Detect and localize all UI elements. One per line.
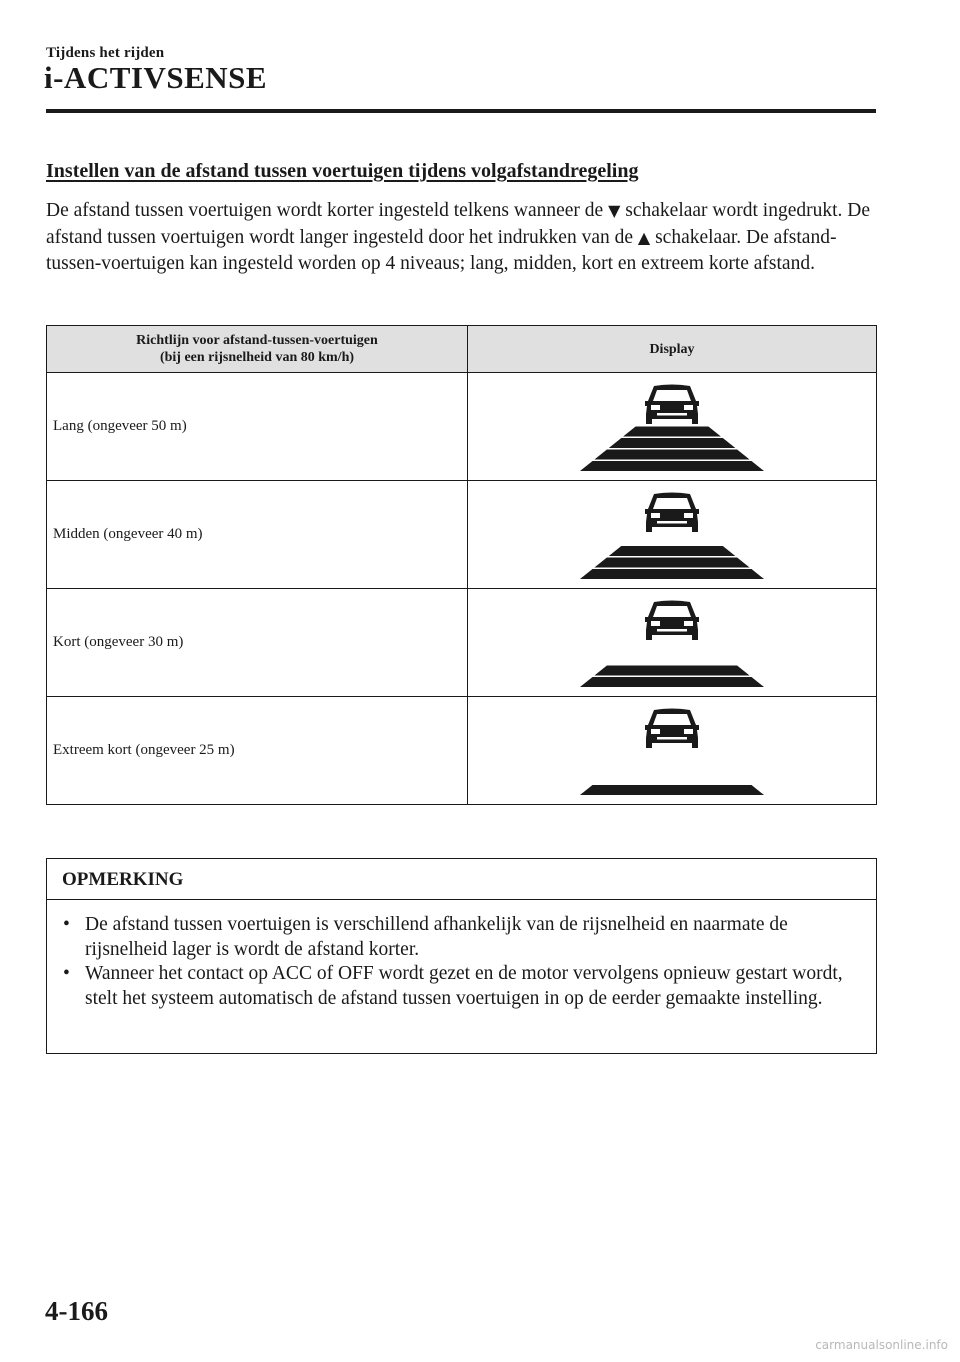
distance-bar [594, 449, 749, 459]
car-icon [645, 384, 699, 424]
distance-bar [580, 461, 764, 471]
car-icon [645, 600, 699, 640]
section-heading: Instellen van de afstand tussen voertuigen tijdens volgafstandregeling [46, 160, 639, 182]
car-icon [645, 492, 699, 532]
down-triangle-icon: ▼ [608, 201, 621, 220]
page-number: 4-166 [45, 1296, 108, 1326]
distance-display-icon [572, 595, 772, 691]
note-list [47, 900, 876, 1011]
up-triangle-icon: ▲ [637, 227, 651, 247]
row-label: Lang (ongeveer 50 m) [47, 373, 468, 481]
watermark: carmanualsonline.info [815, 1338, 948, 1352]
note-item-text: De afstand tussen voertuigen is verschillend afhankelijk van de rijsnelheid en naarmate de rijsnelheid lager is wordt de afstand korter. [85, 914, 788, 960]
distance-table [46, 325, 877, 805]
row-label: Kort (ongeveer 30 m) [47, 589, 468, 697]
note-box [46, 858, 877, 1054]
column-header-guideline-line1: Richtlijn voor afstand-tussen-voertuigen [136, 333, 378, 348]
table-row [47, 481, 877, 589]
distance-bar [580, 677, 764, 687]
chapter-title: i-ACTIVSENSE [44, 60, 268, 95]
intro-text-1: De afstand tussen voertuigen wordt korter ingesteld telkens wanneer de [46, 200, 609, 221]
car-icon [645, 708, 699, 748]
distance-display-icon [572, 487, 772, 583]
row-label: Midden (ongeveer 40 m) [47, 481, 468, 589]
table-header-row [47, 326, 877, 373]
distance-display-icon [572, 703, 772, 799]
distance-bar [609, 438, 736, 448]
table-row [47, 373, 877, 481]
distance-bar [609, 546, 736, 556]
table-row [47, 589, 877, 697]
column-header-guideline [47, 326, 468, 373]
distance-bar [580, 785, 764, 795]
distance-bar [580, 569, 764, 579]
distance-bar [594, 665, 749, 675]
note-title: OPMERKING [47, 859, 876, 900]
section-label: Tijdens het rijden [46, 45, 165, 61]
intro-text-3: schakelaar. De afstand-tussen-voertuigen kan ingesteld worden op 4 niveaus; lang, midden, kort en extreem korte afstand. [46, 226, 837, 274]
row-label: Extreem kort (ongeveer 25 m) [47, 697, 468, 805]
note-item-text: Wanneer het contact op ACC of OFF wordt gezet en de motor vervolgens opnieuw gestart wordt, stelt het systeem automatisch de afstand tussen voertuigen in op de eerder gemaakte instelling. [85, 963, 843, 1009]
column-header-guideline-line2: (bij een rijsnelheid van 80 km/h) [159, 350, 355, 365]
bullet-icon: • [63, 963, 70, 984]
intro-text-2: schakelaar wordt ingedrukt. De afstand tussen voertuigen wordt langer ingesteld door het indrukken van de [46, 200, 871, 248]
distance-bar [594, 557, 749, 567]
bullet-icon: • [63, 914, 70, 935]
intro-paragraph [46, 198, 876, 278]
table-row [47, 697, 877, 805]
list-item [63, 962, 868, 1011]
distance-bar [623, 426, 721, 436]
header-divider [46, 109, 876, 113]
list-item [63, 913, 868, 962]
distance-display-icon [572, 379, 772, 475]
column-header-display: Display [468, 326, 877, 373]
